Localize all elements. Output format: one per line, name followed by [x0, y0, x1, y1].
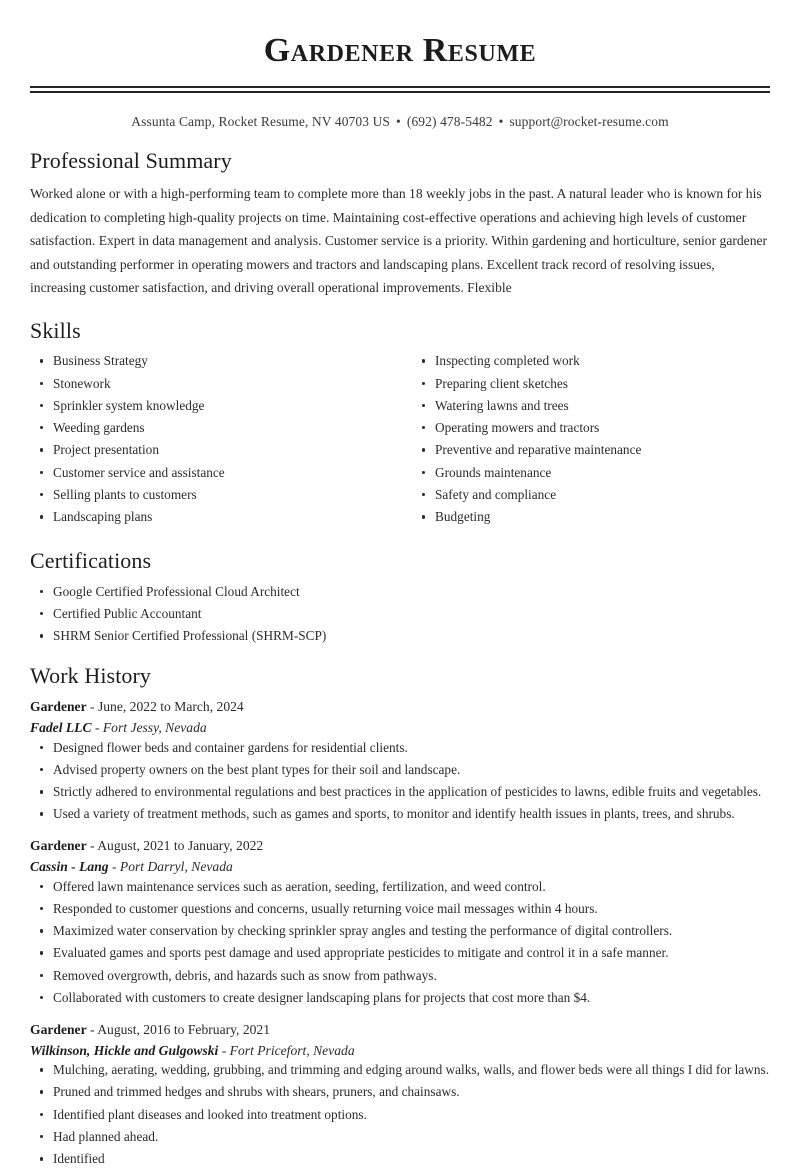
skills-column-left	[30, 352, 400, 530]
list-item: Sprinkler system knowledge	[30, 397, 400, 415]
list-item: Customer service and assistance	[30, 464, 400, 482]
job-title-line	[30, 1020, 770, 1040]
list-item: Inspecting completed work	[412, 352, 770, 370]
job-title: Gardener	[30, 838, 87, 854]
job-title-line	[30, 836, 770, 856]
section-skills	[30, 318, 770, 530]
job-separator: -	[86, 699, 98, 715]
job-title-line	[30, 697, 770, 717]
list-item: Designed flower beds and container gardens for residential clients.	[30, 739, 770, 757]
company-line	[30, 718, 770, 738]
header-divider	[30, 86, 770, 93]
divider-line-bottom	[30, 91, 770, 93]
company-name: Fadel LLC	[30, 720, 92, 736]
list-item: Evaluated games and sports pest damage and used appropriate pesticides to mitigate and control it in a safe manner.	[30, 944, 770, 962]
list-item: Responded to customer questions and concerns, usually returning voice mail messages within 4 hours.	[30, 900, 770, 918]
list-item: Project presentation	[30, 441, 400, 459]
company-separator: -	[218, 1042, 230, 1058]
list-item: Pruned and trimmed hedges and shrubs with shears, pruners, and chainsaws.	[30, 1083, 770, 1101]
company-line	[30, 857, 770, 877]
contact-info	[30, 114, 770, 130]
summary-text: Worked alone or with a high-performing team to complete more than 18 weekly jobs in the past. A natural leader who is known for his dedication to completing high-quality projects on time. Maintaining cost-effective operations and achieving high levels of customer satisfaction. Expert in data management and analysis. Customer service is a priority. Within gardening and horticulture, senior gardener and outstanding performer in operating mowers and tractors and landscaping plans. Excellent track record of resolving issues, increasing customer satisfaction, and driving overall operational improvements. Flexible	[30, 186, 768, 296]
list-item: Operating mowers and tractors	[412, 419, 770, 437]
list-item: Safety and compliance	[412, 486, 770, 504]
contact-separator-1: •	[396, 114, 401, 130]
job-dates: June, 2022 to March, 2024	[97, 699, 244, 715]
company-location: Fort Jessy, Nevada	[102, 720, 207, 736]
list-item: Offered lawn maintenance services such as aeration, seeding, fertilization, and weed control.	[30, 878, 770, 896]
list-item: Mulching, aerating, wedding, grubbing, and trimming and edging around walks, walls, and flower beds were all things I did for lawns.	[30, 1061, 770, 1079]
list-item: Weeding gardens	[30, 419, 400, 437]
job-title: Gardener	[30, 699, 87, 715]
contact-email[interactable]: support@rocket-resume.com	[509, 114, 669, 130]
job-dates: August, 2021 to January, 2022	[97, 838, 264, 854]
job-entry	[30, 697, 770, 823]
list-item: SHRM Senior Certified Professional (SHRM-SCP)	[30, 627, 770, 645]
list-item: Strictly adhered to environmental regulations and best practices in the application of pesticides to lawns, edible fruits and vegetables.	[30, 783, 770, 801]
section-heading-work-history: Work History	[30, 662, 152, 688]
company-separator: -	[108, 859, 120, 875]
skills-list-left	[30, 352, 400, 526]
section-work-history	[30, 663, 770, 1168]
list-item: Advised property owners on the best plant types for their soil and landscape.	[30, 761, 770, 779]
section-certifications	[30, 548, 770, 645]
contact-phone: (692) 478-5482	[406, 114, 493, 130]
job-entry	[30, 1020, 770, 1168]
list-item: Stonework	[30, 375, 400, 393]
list-item: Google Certified Professional Cloud Architect	[30, 583, 770, 601]
section-heading-summary: Professional Summary	[30, 148, 232, 174]
list-item: Landscaping plans	[30, 508, 400, 526]
contact-address: Assunta Camp, Rocket Resume, NV 40703 US	[131, 114, 391, 130]
job-entry	[30, 836, 770, 1007]
company-name: Cassin - Lang	[30, 859, 109, 875]
list-item: Preventive and reparative maintenance	[412, 441, 770, 459]
list-item: Collaborated with customers to create designer landscaping plans for projects that cost more than $4.	[30, 989, 770, 1007]
section-heading-skills: Skills	[30, 317, 81, 343]
list-item: Maximized water conservation by checking sprinkler spray angles and testing the performance of digital controllers.	[30, 922, 770, 940]
list-item: Selling plants to customers	[30, 486, 400, 504]
list-item: Preparing client sketches	[412, 375, 770, 393]
page-title: Gardener Resume	[263, 32, 537, 69]
company-separator: -	[91, 720, 103, 736]
skills-column-right	[400, 352, 770, 530]
section-heading-certifications: Certifications	[30, 548, 152, 574]
job-responsibilities-list	[30, 739, 770, 823]
company-location: Fort Pricefort, Nevada	[229, 1042, 355, 1058]
list-item: Certified Public Accountant	[30, 605, 770, 623]
list-item: Identified	[30, 1150, 770, 1168]
job-responsibilities-list	[30, 878, 770, 1007]
company-name: Wilkinson, Hickle and Gulgowski	[30, 1042, 219, 1058]
skills-columns	[30, 352, 770, 530]
company-line	[30, 1041, 770, 1061]
certifications-list	[30, 583, 770, 645]
company-location: Port Darryl, Nevada	[119, 859, 233, 875]
list-item: Watering lawns and trees	[412, 397, 770, 415]
job-separator: -	[86, 838, 98, 854]
job-dates: August, 2016 to February, 2021	[97, 1021, 271, 1037]
job-separator: -	[86, 1021, 98, 1037]
list-item: Had planned ahead.	[30, 1128, 770, 1146]
contact-separator-2: •	[498, 114, 504, 130]
list-item: Budgeting	[412, 508, 770, 526]
section-professional-summary	[30, 148, 770, 300]
list-item: Removed overgrowth, debris, and hazards such as snow from pathways.	[30, 967, 770, 985]
job-title: Gardener	[30, 1021, 87, 1037]
list-item: Business Strategy	[30, 352, 400, 370]
job-responsibilities-list	[30, 1061, 770, 1168]
list-item: Grounds maintenance	[412, 464, 770, 482]
list-item: Used a variety of treatment methods, such as games and sports, to monitor and identify health issues in plants, trees, and shrubs.	[30, 805, 770, 823]
skills-list-right	[412, 352, 770, 526]
list-item: Identified plant diseases and looked into treatment options.	[30, 1106, 770, 1124]
